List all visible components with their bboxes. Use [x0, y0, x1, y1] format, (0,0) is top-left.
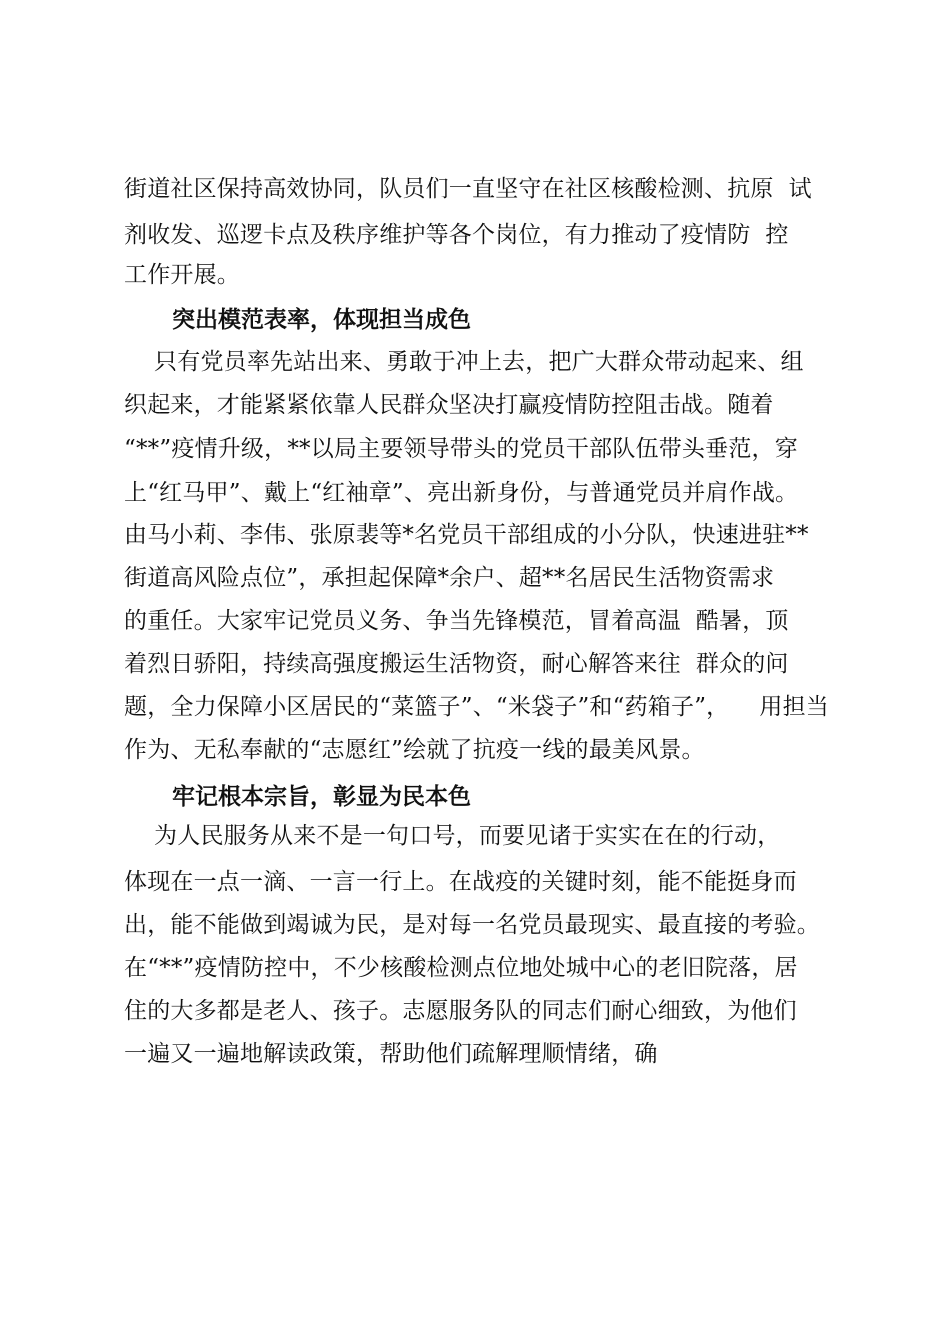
paragraph-line: “**”疫情升级，**以局主要领导带头的党员干部队伍带头垂范，穿 — [124, 436, 798, 462]
paragraph-line: 作为、无私奉献的“志愿红”绘就了抗疫一线的最美风景。 — [124, 737, 705, 763]
paragraph-line: 体现在一点一滴、一言一行上。在战疫的关键时刻，能不能挺身而 — [124, 869, 797, 895]
paragraph-line: 剂收发、巡逻卡点及秩序维护等各个岗位，有力推动了疫情防 控 — [124, 222, 789, 248]
paragraph-line: 住的大多都是老人、孩子。志愿服务队的同志们耐心细致，为他们 — [124, 998, 797, 1024]
paragraph-line: 街道高风险点位”，承担起保障*余户、超**名居民生活物资需求 — [124, 565, 775, 591]
paragraph-line: 一遍又一遍地解读政策，帮助他们疏解理顺情绪，确 — [124, 1041, 658, 1067]
paragraph-line: 着烈日骄阳，持续高强度搬运生活物资，耐心解答来往 群众的问 — [124, 651, 789, 677]
paragraph-line: 的重任。大家牢记党员义务、争当先锋模范，冒着高温 酷暑，顶 — [124, 608, 789, 634]
paragraph-line: 题，全力保障小区居民的“菜篮子”、“米袋子”和“药箱子”， 用担当 — [124, 694, 829, 720]
paragraph-line: 在“**”疫情防控中，不少核酸检测点位地处城中心的老旧院落，居 — [124, 955, 798, 981]
paragraph-line: 街道社区保持高效协同，队员们一直坚守在社区核酸检测、抗原 试 — [124, 176, 812, 202]
paragraph-line: 工作开展。 — [124, 262, 240, 288]
section-heading: 突出模范表率，体现担当成色 — [172, 307, 471, 333]
paragraph-line: 由马小莉、李伟、张原裴等*名党员干部组成的小分队，快速进驻** — [124, 522, 809, 548]
paragraph-line: 只有党员率先站出来、勇敢于冲上去，把广大群众带动起来、组 — [124, 349, 804, 375]
paragraph-line: 织起来，才能紧紧依靠人民群众坚决打赢疫情防控阻击战。随着 — [124, 392, 774, 418]
paragraph-line: 上“红马甲”、戴上“红袖章”、亮出新身份，与普通党员并肩作战。 — [124, 480, 799, 506]
paragraph-line: 为人民服务从来不是一句口号，而要见诸于实实在在的行动， — [124, 823, 781, 849]
paragraph-line: 出，能不能做到竭诚为民，是对每一名党员最现实、最直接的考验。 — [124, 912, 820, 938]
section-heading: 牢记根本宗旨，彰显为民本色 — [172, 784, 471, 810]
